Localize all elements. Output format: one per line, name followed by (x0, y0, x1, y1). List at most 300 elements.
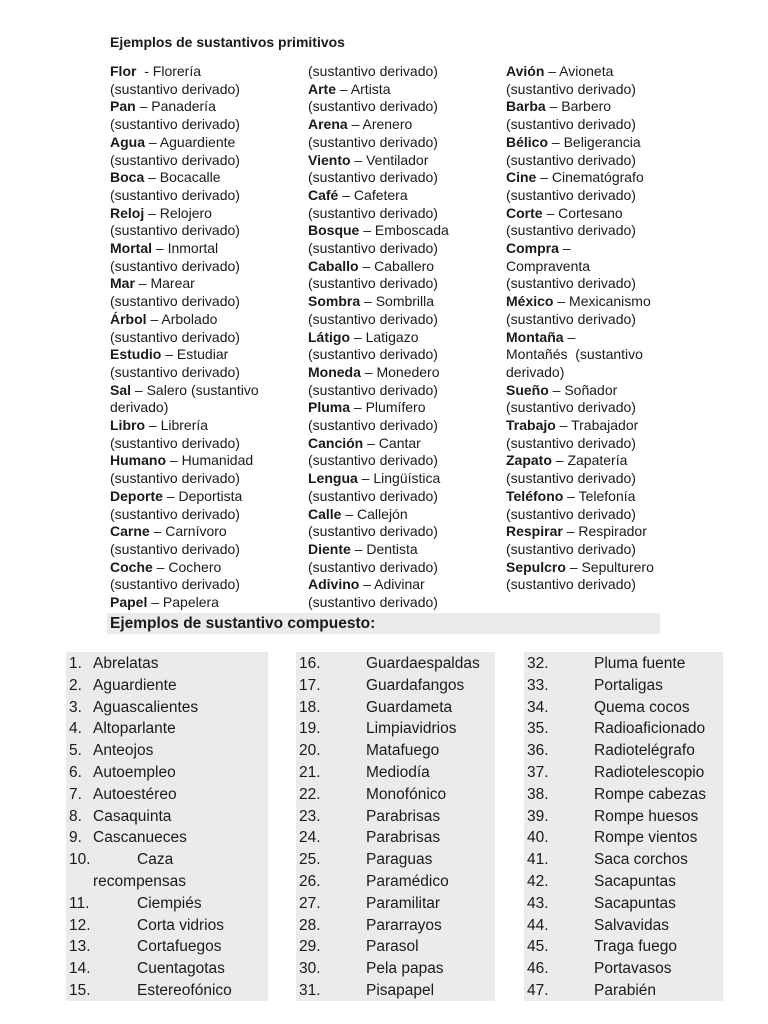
item-text: Casaquinta (93, 807, 172, 825)
entry-line (110, 205, 300, 223)
derived-text: (sustantivo derivado) (110, 363, 240, 380)
list-item (524, 806, 723, 828)
item-text: Rompe cabezas (594, 785, 707, 803)
primitive-noun: Carne (110, 523, 150, 540)
primitive-entry (110, 559, 300, 594)
list-item (296, 653, 495, 675)
entry-line (506, 523, 696, 541)
entry-line (308, 329, 498, 347)
entry-line (506, 329, 696, 347)
item-text: Pisapapel (366, 981, 435, 999)
entry-line (506, 116, 696, 134)
entry-line (506, 470, 696, 488)
derived-text: – (558, 240, 571, 257)
primitive-noun: Mortal (110, 240, 152, 257)
compound-section-title: Ejemplos de sustantivo compuesto: (110, 615, 376, 632)
item-text: Rompe huesos (594, 807, 699, 825)
list-item (66, 915, 268, 937)
entry-line (308, 594, 498, 612)
derived-text: (sustantivo derivado) (308, 594, 438, 611)
entry-line (506, 222, 696, 240)
derived-text: – Cantar (363, 434, 421, 451)
item-number: 45. (527, 938, 549, 956)
list-item (66, 784, 268, 806)
entry-line (308, 382, 498, 400)
derived-text: (sustantivo derivado) (308, 275, 438, 292)
primitive-entry (110, 134, 300, 169)
primitive-entry (110, 382, 300, 417)
primitive-entry (110, 240, 300, 275)
list-item (524, 849, 723, 871)
entry-line (308, 205, 498, 223)
primitive-entry (308, 576, 498, 611)
derived-text: – Sombrilla (360, 293, 435, 310)
primitive-column-1 (110, 63, 300, 612)
primitive-noun: Montaña (506, 328, 564, 345)
entry-line (308, 452, 498, 470)
list-item (66, 958, 268, 980)
entry-line (110, 258, 300, 276)
primitive-entry (308, 329, 498, 364)
primitive-entry (110, 488, 300, 523)
derived-text: (sustantivo derivado) (110, 80, 240, 97)
entry-line (506, 576, 696, 594)
entry-line (506, 240, 696, 258)
entry-line (506, 435, 696, 453)
list-item (296, 893, 495, 915)
item-text: Radiotelescopio (594, 763, 705, 781)
derived-text: – Barbero (545, 98, 612, 115)
item-number: 20. (299, 742, 321, 760)
derived-text: – Deportista (162, 487, 243, 504)
derived-text: – Marear (134, 275, 195, 292)
derived-text: – Arenero (347, 116, 413, 133)
entry-line (506, 63, 696, 81)
primitive-entry (506, 63, 696, 98)
primitive-noun: Flor (110, 63, 137, 79)
entry-line (308, 488, 498, 506)
item-text: Parabién (594, 981, 657, 999)
derived-text: (sustantivo derivado) (110, 540, 240, 557)
compound-list-3 (524, 652, 723, 1001)
derived-text: – Cochero (152, 558, 222, 575)
primitive-entry (110, 452, 300, 487)
derived-text: – Humanidad (166, 452, 254, 469)
derived-text: (sustantivo derivado) (308, 452, 438, 469)
primitive-entry (506, 293, 696, 328)
item-text: Paraguas (366, 851, 433, 869)
entry-line (506, 382, 696, 400)
item-text: Sacapuntas (594, 872, 676, 890)
item-text: Cuentagotas (137, 960, 225, 978)
derived-text: - Florería (136, 63, 202, 79)
list-item (66, 740, 268, 762)
item-number: 1. (69, 655, 82, 672)
primitive-entry (308, 258, 498, 293)
primitive-entry (506, 523, 696, 558)
item-number: 3. (69, 698, 82, 716)
entry-line (308, 116, 498, 134)
primitive-entry (506, 452, 696, 487)
primitive-entry (506, 329, 696, 382)
derived-text: (sustantivo derivado) (308, 346, 438, 363)
primitive-noun: Deporte (110, 487, 163, 504)
primitive-entry (506, 240, 696, 293)
primitive-entry (110, 594, 300, 612)
derived-text: (sustantivo derivado) (308, 63, 438, 79)
item-text: Guardaespaldas (366, 655, 480, 672)
item-number: 8. (69, 807, 82, 825)
item-number: 39. (527, 807, 549, 825)
item-number: 29. (299, 938, 321, 956)
derived-text: – Dentista (350, 540, 418, 557)
item-text: Rompe vientos (594, 829, 698, 847)
list-item (66, 762, 268, 784)
entry-line (506, 488, 696, 506)
item-text: Guardafangos (366, 676, 465, 694)
primitive-entry (110, 205, 300, 240)
primitive-entry (308, 116, 498, 151)
entry-line (308, 152, 498, 170)
derived-text: – Emboscada (359, 222, 449, 239)
entry-line (110, 169, 300, 187)
entry-line (506, 452, 696, 470)
primitive-noun: Calle (308, 505, 342, 522)
list-item (296, 718, 495, 740)
primitive-noun: Zapato (506, 452, 552, 469)
derived-text: – Respirador (562, 523, 647, 540)
derived-text: – Bocacalle (144, 169, 221, 186)
item-number: 28. (299, 916, 321, 934)
derived-text: – Papelera (147, 594, 219, 611)
primitive-noun: Cine (506, 169, 537, 186)
primitive-entry (110, 169, 300, 204)
derived-text: – Avioneta (544, 63, 614, 79)
item-text: Portaligas (594, 676, 663, 694)
entry-line (308, 399, 498, 417)
entry-line (110, 329, 300, 347)
list-item (296, 675, 495, 697)
item-number: 23. (299, 807, 321, 825)
derived-text: (sustantivo derivado) (110, 151, 240, 168)
item-number: 24. (299, 829, 321, 847)
derived-text: – (563, 328, 576, 345)
derived-text: – Inmortal (152, 240, 219, 257)
entry-line (308, 240, 498, 258)
entry-line (110, 559, 300, 577)
item-number: 19. (299, 720, 321, 738)
item-number: 15. (69, 981, 91, 999)
item-number: 5. (69, 742, 82, 760)
entry-line (308, 134, 498, 152)
entry-line (506, 311, 696, 329)
entry-line (308, 293, 498, 311)
derived-text: (sustantivo derivado) (506, 505, 636, 522)
item-number: 2. (69, 676, 82, 694)
entry-line (506, 98, 696, 116)
item-number: 10. (69, 851, 91, 869)
primitive-noun: Respirar (506, 523, 563, 540)
entry-line (308, 98, 498, 116)
primitive-noun: Látigo (308, 328, 350, 345)
item-text: Abrelatas (93, 655, 159, 672)
item-text: Saca corchos (594, 851, 688, 869)
entry-line (308, 258, 498, 276)
entry-line (110, 134, 300, 152)
derived-text: (sustantivo derivado) (110, 222, 240, 239)
item-text: Aguardiente (93, 676, 177, 694)
primitive-entry (506, 134, 696, 169)
item-number: 36. (527, 742, 549, 760)
derived-text: (sustantivo derivado) (308, 487, 438, 504)
derived-text: Compraventa (506, 257, 591, 274)
primitive-noun: Arena (308, 116, 348, 133)
list-item (524, 871, 723, 893)
entry-line (506, 134, 696, 152)
item-number: 22. (299, 785, 321, 803)
derived-text: (sustantivo derivado) (506, 576, 636, 593)
item-text: Parabrisas (366, 829, 441, 847)
primitive-entry (506, 488, 696, 523)
entry-line (308, 559, 498, 577)
primitive-column-3 (506, 63, 696, 594)
entry-line (308, 364, 498, 382)
item-text: Radioaficionado (594, 720, 706, 738)
primitive-noun: Pluma (308, 399, 351, 416)
list-item (296, 980, 495, 1002)
primitive-noun: Compra (506, 240, 559, 257)
entry-line (506, 205, 696, 223)
primitive-noun: Avión (506, 63, 545, 79)
entry-line (110, 293, 300, 311)
entry-line (506, 152, 696, 170)
list-item (296, 762, 495, 784)
derived-text: – Estudiar (161, 346, 229, 363)
derived-text: – Cortesano (542, 204, 623, 221)
item-text: Pararrayos (366, 916, 442, 934)
list-item (296, 871, 495, 893)
primitive-noun: Diente (308, 540, 351, 557)
list-item (524, 740, 723, 762)
item-number: 44. (527, 916, 549, 934)
item-number: 30. (299, 960, 321, 978)
derived-text: derivado) (110, 399, 169, 416)
entry-line (506, 506, 696, 524)
entry-line (308, 169, 498, 187)
list-item (524, 980, 723, 1002)
derived-text: – Panadería (135, 98, 216, 115)
item-number: 13. (69, 938, 91, 956)
item-number: 38. (527, 785, 549, 803)
entry-line (110, 506, 300, 524)
list-item (524, 653, 723, 675)
item-text: Caza (137, 851, 174, 869)
derived-text: – Trabajador (555, 417, 639, 434)
primitive-entry (308, 187, 498, 222)
list-item (66, 827, 268, 849)
item-number: 17. (299, 676, 321, 694)
list-item (66, 675, 268, 697)
item-text: Portavasos (594, 960, 672, 978)
list-item (66, 936, 268, 958)
primitive-noun: Libro (110, 417, 145, 434)
list-item (524, 718, 723, 740)
item-text: Aguascalientes (93, 698, 199, 716)
derived-text: – Plumífero (350, 399, 426, 416)
list-item (524, 697, 723, 719)
derived-text: (sustantivo derivado) (110, 293, 240, 310)
entry-line (506, 541, 696, 559)
primitive-noun: Arte (308, 80, 337, 97)
entry-line (110, 98, 300, 116)
derived-text: (sustantivo derivado) (110, 505, 240, 522)
primitive-noun: Trabajo (506, 417, 556, 434)
derived-text: (sustantivo derivado) (308, 523, 438, 540)
item-text: Salvavidas (594, 916, 669, 934)
list-item (296, 784, 495, 806)
primitive-entry (110, 98, 300, 133)
primitive-entry (308, 293, 498, 328)
derived-text: (sustantivo derivado) (110, 116, 240, 133)
primitive-noun: Agua (110, 133, 145, 150)
primitive-noun: Adivino (308, 576, 360, 593)
list-item (66, 849, 268, 871)
item-number: 31. (299, 981, 321, 999)
entry-line (506, 346, 696, 364)
primitive-entry (110, 417, 300, 452)
entry-line (110, 452, 300, 470)
item-number: 33. (527, 676, 549, 694)
primitive-entry (110, 523, 300, 558)
compound-list-1 (66, 652, 268, 1001)
entry-line (110, 222, 300, 240)
primitive-entry (308, 541, 498, 576)
entry-line (506, 399, 696, 417)
item-number: 14. (69, 960, 91, 978)
primitive-noun: Café (308, 186, 339, 203)
primitive-entry (308, 506, 498, 541)
entry-line (110, 116, 300, 134)
entry-line (506, 364, 696, 382)
entry-line (506, 559, 696, 577)
item-number: 47. (527, 981, 549, 999)
list-item (524, 893, 723, 915)
derived-text: (sustantivo derivado) (110, 434, 240, 451)
item-number: 18. (299, 698, 321, 716)
primitive-entry (506, 559, 696, 594)
item-text: Altoparlante (93, 720, 176, 738)
item-number: 43. (527, 894, 549, 912)
list-item (524, 958, 723, 980)
item-text: Autoestéreo (93, 785, 177, 803)
derived-text: (sustantivo derivado) (110, 576, 240, 593)
primitive-noun: Pan (110, 98, 136, 115)
derived-text: Montañés (sustantivo (506, 346, 643, 363)
primitive-column-2 (308, 63, 498, 612)
list-item (66, 871, 268, 893)
list-item (66, 697, 268, 719)
primitive-noun: Moneda (308, 363, 361, 380)
primitive-noun: Boca (110, 169, 145, 186)
item-text: Paramilitar (366, 894, 441, 912)
derived-text: (sustantivo derivado) (506, 186, 636, 203)
derived-text: (sustantivo derivado) (506, 222, 636, 239)
entry-line (308, 222, 498, 240)
item-number: 32. (527, 655, 549, 672)
list-item (524, 762, 723, 784)
derived-text: (sustantivo derivado) (506, 540, 636, 557)
entry-line (110, 417, 300, 435)
list-item (524, 675, 723, 697)
entry-line (308, 346, 498, 364)
item-number: 21. (299, 763, 321, 781)
item-text: Parasol (366, 938, 419, 956)
primitive-entry (308, 63, 498, 81)
primitive-entry (110, 275, 300, 310)
derived-text: – Zapatería (551, 452, 628, 469)
primitive-noun: Bosque (308, 222, 360, 239)
derived-text: – Sepulturero (565, 558, 654, 575)
entry-line (308, 187, 498, 205)
primitive-entry (308, 222, 498, 257)
entry-line (506, 275, 696, 293)
primitive-noun: Estudio (110, 346, 162, 363)
primitive-section-title: Ejemplos de sustantivos primitivos (110, 34, 345, 50)
primitive-noun: Caballo (308, 257, 359, 274)
list-item (66, 893, 268, 915)
item-number: 9. (69, 829, 82, 847)
derived-text: – Adivinar (359, 576, 425, 593)
entry-line (308, 311, 498, 329)
derived-text: (sustantivo derivado) (506, 275, 636, 292)
derived-text: (sustantivo derivado) (506, 116, 636, 133)
item-number: 26. (299, 872, 321, 890)
derived-text: (sustantivo derivado) (110, 470, 240, 487)
item-number: 35. (527, 720, 549, 738)
entry-line (110, 152, 300, 170)
item-number: 37. (527, 763, 549, 781)
entry-line (308, 470, 498, 488)
derived-text: (sustantivo derivado) (110, 186, 240, 203)
entry-line (110, 81, 300, 99)
entry-line (506, 417, 696, 435)
entry-line (110, 311, 300, 329)
item-text: Estereofónico (137, 981, 232, 999)
primitive-entry (506, 169, 696, 204)
item-text: Parabrisas (366, 807, 441, 825)
item-number: 16. (299, 655, 321, 672)
item-text: Cascanueces (93, 829, 187, 847)
derived-text: – Ventilador (350, 151, 429, 168)
list-item (66, 980, 268, 1002)
derived-text: – Callejón (341, 505, 408, 522)
list-item (524, 936, 723, 958)
item-text: Traga fuego (594, 938, 678, 956)
entry-line (110, 240, 300, 258)
list-item (296, 806, 495, 828)
item-text: Sacapuntas (594, 894, 676, 912)
item-text: Cortafuegos (137, 938, 222, 956)
list-item (66, 806, 268, 828)
item-text: Corta vidrios (137, 916, 224, 934)
entry-line (506, 258, 696, 276)
derived-text: (sustantivo derivado) (506, 434, 636, 451)
item-text: Ciempiés (137, 894, 202, 912)
list-item (524, 915, 723, 937)
derived-text: (sustantivo derivado) (308, 133, 438, 150)
primitive-entry (308, 81, 498, 116)
item-text: Radiotelégrafo (594, 742, 695, 760)
